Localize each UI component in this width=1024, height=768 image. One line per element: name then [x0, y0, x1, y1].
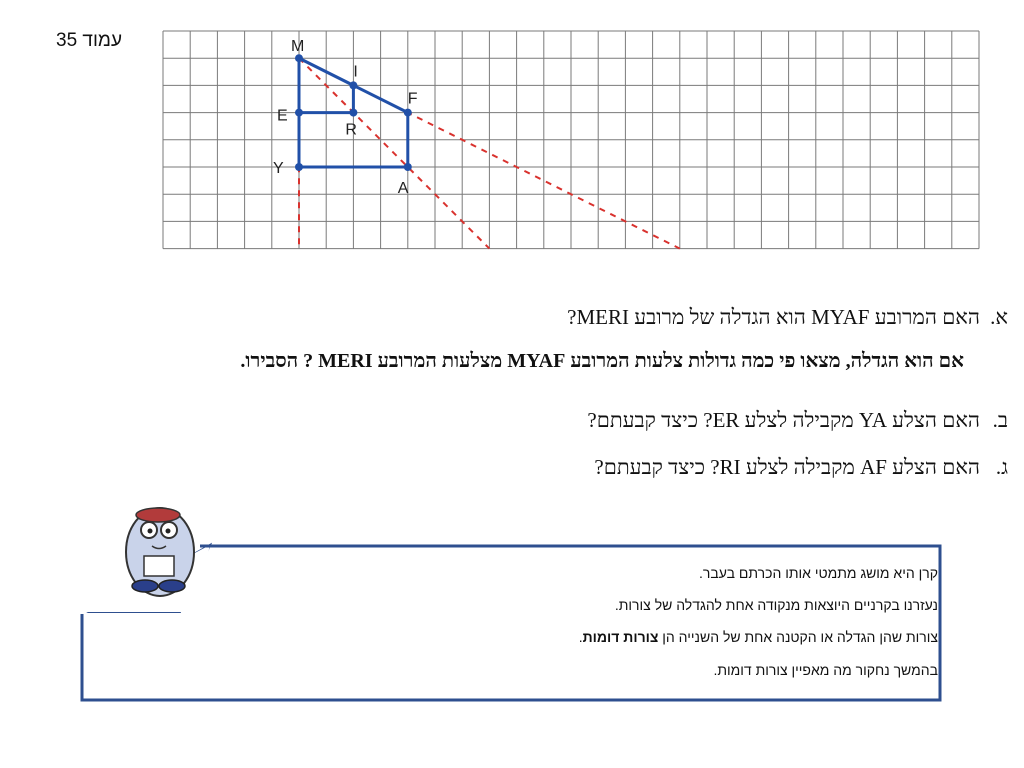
label-f: F — [407, 90, 418, 108]
note-line-1: קרן היא מושג מתמטי אותו הכרתם בעבר. — [699, 565, 938, 581]
question-mark: א. — [990, 305, 1008, 329]
label-y: Y — [273, 160, 284, 177]
question-text: האם הצלע YA מקבילה לצלע ER? כיצד קבעתם? — [587, 408, 980, 432]
question-mark: ב. — [992, 408, 1008, 432]
label-a: A — [397, 180, 409, 197]
label-i: I — [353, 63, 358, 81]
label-m: M — [291, 38, 305, 56]
question-text: האם הצלע AF מקבילה לצלע RI? כיצד קבעתם? — [594, 455, 980, 479]
note-line-2: נעזרנו בקרניים היוצאות מנקודה אחת להגדלה של צורות. — [614, 597, 938, 613]
note-term: צורות דומות — [582, 629, 659, 645]
note-line-3 — [579, 629, 938, 645]
note-line-4: בהמשך נחקור מה מאפיין צורות דומות. — [713, 662, 938, 678]
note-text: צורות שהן הגדלה או הקטנה אחת של השנייה הן — [658, 629, 938, 645]
label-e: E — [277, 107, 288, 125]
label-r: R — [345, 121, 357, 139]
question-a-followup: אם הוא הגדלה, מצאו פי כמה גדולות צלעות המרובע MYAF מצלעות המרובע MERI ? הסבירו. — [240, 350, 964, 372]
question-mark: ג. — [995, 455, 1008, 479]
question-text: האם המרובע MYAF הוא הגדלה של מרובע MERI? — [567, 305, 980, 329]
page-number: עמוד 35 — [56, 30, 122, 51]
mascot-icon — [126, 508, 194, 596]
note-text: . — [578, 629, 583, 645]
